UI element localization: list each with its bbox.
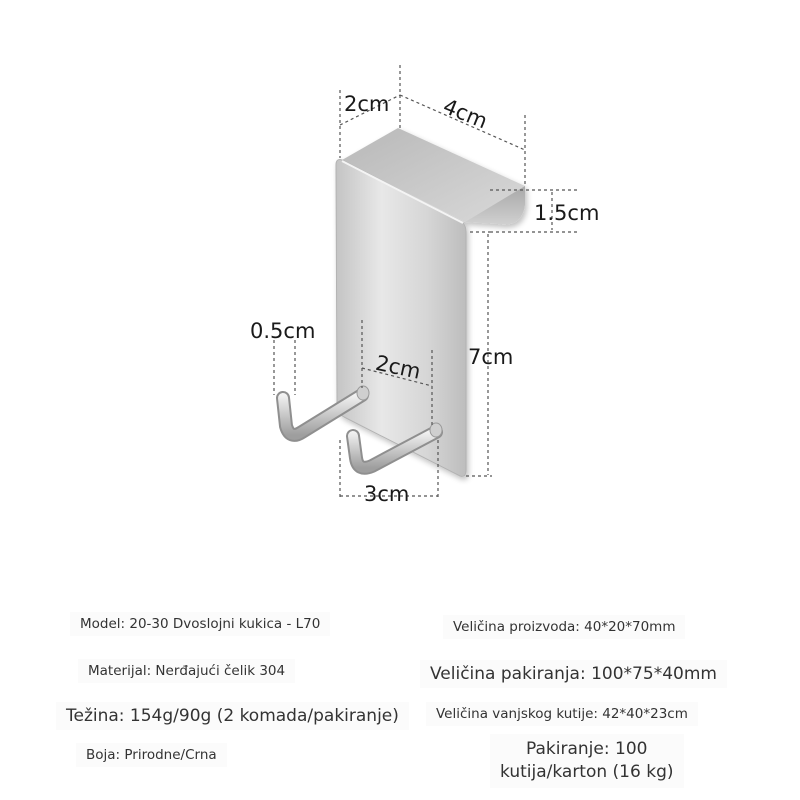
dim-body-height: 7cm	[468, 345, 514, 369]
spec-package-size: Veličina pakiranja: 100*75*40mm	[420, 660, 727, 688]
spec-packing	[490, 734, 684, 788]
spec-material: Materijal: Nerđajući čelik 304	[78, 659, 295, 683]
dim-depth-top: 2cm	[344, 92, 390, 116]
dim-hook-spacing: 3cm	[364, 482, 410, 506]
dim-hook-length: 2cm	[373, 350, 423, 384]
spec-model: Model: 20-30 Dvoslojni kukica - L70	[70, 612, 330, 636]
spec-packing-line2: kutija/karton (16 kg)	[500, 762, 674, 782]
spec-carton-size: Veličina vanjskog kutije: 42*40*23cm	[426, 702, 698, 726]
spec-product-size: Veličina proizvoda: 40*20*70mm	[443, 615, 685, 639]
spec-color: Boja: Prirodne/Crna	[76, 743, 227, 767]
dim-lip-height: 1.5cm	[534, 201, 600, 225]
dim-hook-tip: 0.5cm	[250, 319, 316, 343]
hook-body	[336, 128, 525, 476]
spec-weight: Težina: 154g/90g (2 komada/pakiranje)	[56, 702, 409, 730]
dim-width-top: 4cm	[439, 94, 491, 134]
spec-packing-line1: Pakiranje: 100	[526, 739, 648, 759]
